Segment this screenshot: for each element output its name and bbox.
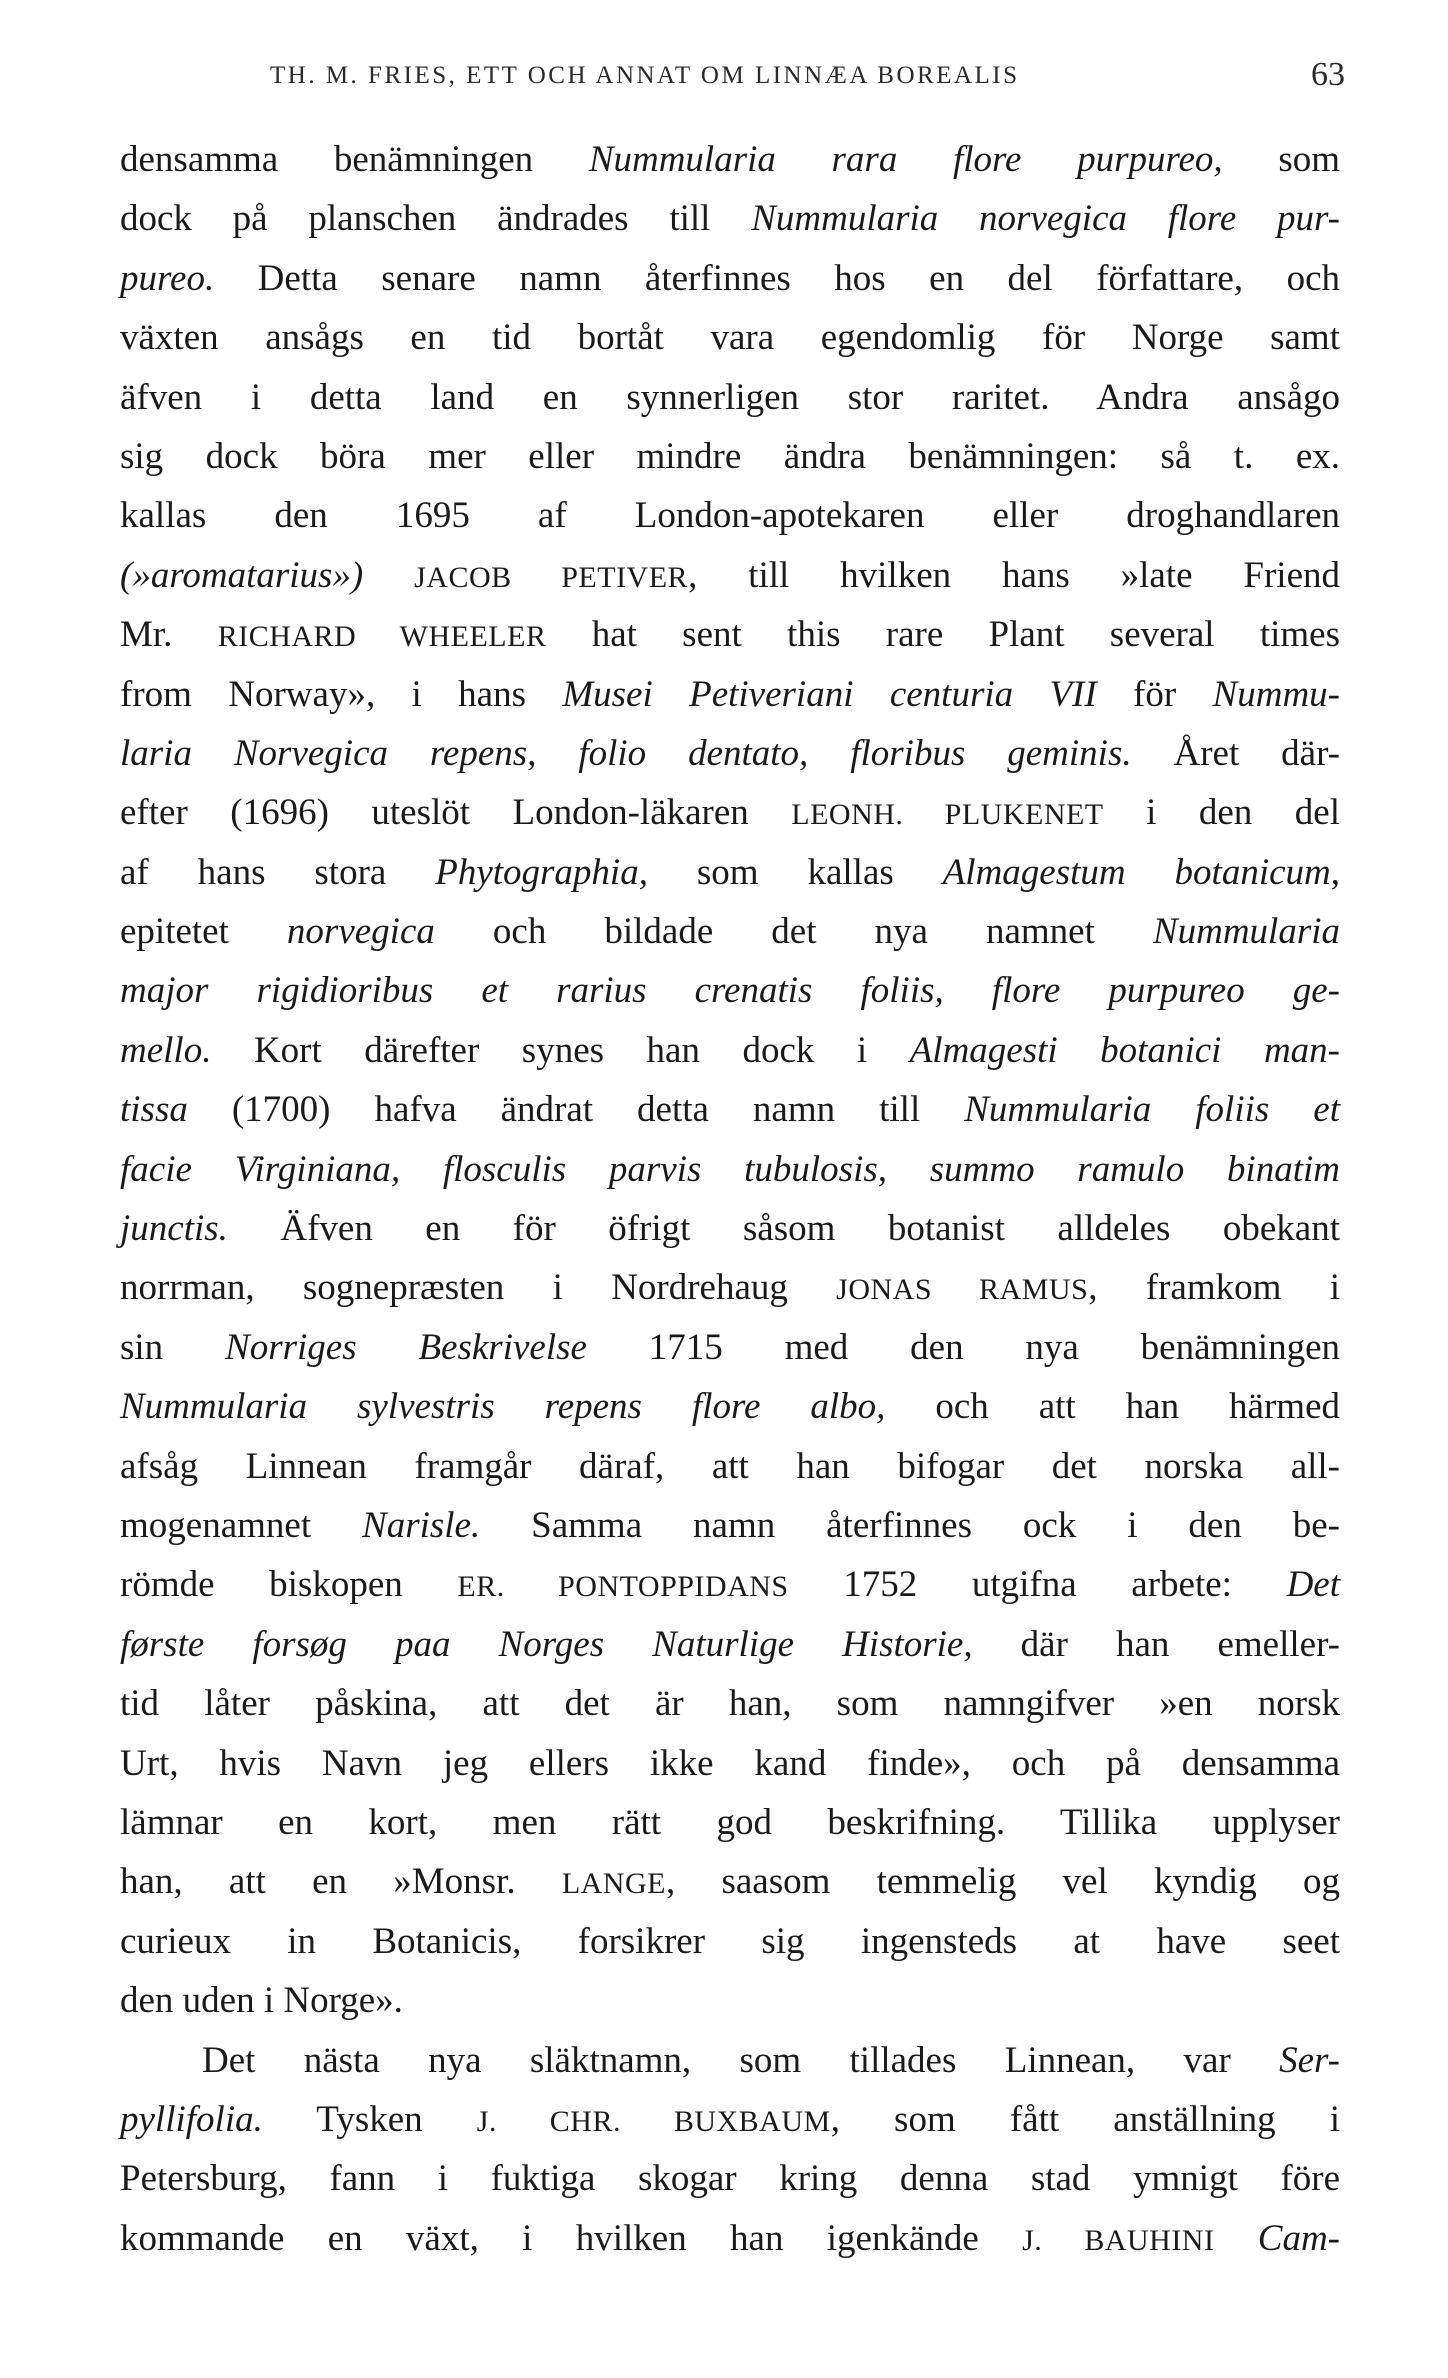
text-segment: för (1096, 673, 1213, 715)
text-segment: efter (1696) uteslöt London-läkaren (120, 792, 792, 834)
small-caps-name: RICHARD WHEELER (217, 620, 547, 654)
text-segment: , (1330, 851, 1340, 893)
text-segment: Mr. (120, 614, 218, 656)
text-line (120, 902, 1340, 961)
text-segment: i den del (1103, 792, 1340, 834)
text-line (120, 2149, 1340, 2208)
small-caps-name: ER. PONTOPPIDANS (457, 1570, 789, 1604)
text-line (120, 1140, 1340, 1199)
italic-text: Det (1286, 1564, 1341, 1606)
small-caps-name: JONAS RAMUS (836, 1273, 1089, 1307)
text-segment: som kallas (647, 851, 943, 893)
italic-text: pureo. (120, 257, 215, 299)
text-line (120, 1258, 1340, 1317)
text-segment: Kort därefter synes han dock i (211, 1029, 910, 1071)
text-segment: Petersburg, fann i fuktiga skogar kring denna stad ymnigt före (120, 2158, 1340, 2200)
text-segment: , framkom i (1088, 1267, 1340, 1309)
text-line (120, 1555, 1340, 1614)
italic-text: Ser- (1279, 2039, 1340, 2081)
text-segment (363, 555, 414, 596)
text-segment: mogenamnet (120, 1504, 363, 1546)
italic-text: Almagesti botanici man- (909, 1029, 1340, 1071)
text-line (120, 189, 1340, 248)
text-line (120, 2209, 1340, 2268)
text-segment: 1715 med den nya benämningen (586, 1326, 1341, 1368)
running-head (270, 56, 1345, 96)
italic-text: tissa (120, 1089, 188, 1131)
text-segment: af hans stora (120, 851, 436, 893)
text-segment: och att han härmed (885, 1386, 1340, 1428)
small-caps-name: LEONH. PLUKENET (791, 798, 1104, 832)
text-line (120, 249, 1340, 308)
text-segment: curieux in Botanicis, forsikrer sig ingensteds at have seet (120, 1920, 1340, 1962)
text-segment: (1700) hafva ändrat detta namn till (187, 1089, 965, 1131)
text-segment: , saasom temmelig vel kyndig og (665, 1861, 1340, 1903)
text-segment: afsåg Linnean framgår däraf, att han bifogar det norska all- (120, 1445, 1340, 1487)
text-segment: , som fått anställning i (830, 2098, 1340, 2140)
text-line (120, 961, 1340, 1020)
italic-text: Phytographia, (435, 851, 648, 893)
text-segment: lämnar en kort, men rätt god beskrifning. Tillika upplyser (120, 1801, 1340, 1843)
text-line (120, 605, 1340, 664)
text-line (120, 1793, 1340, 1852)
small-caps-name: JACOB PETIVER (414, 560, 689, 594)
text-segment: Urt, hvis Navn jeg ellers ikke kand finde», och på densamma (120, 1742, 1340, 1784)
text-segment: han, att en »Monsr. (120, 1861, 562, 1903)
italic-text: major rigidioribus et rarius crenatis foliis, flore purpureo ge- (120, 970, 1340, 1012)
text-segment: norrman, sognepræsten i Nordrehaug (120, 1267, 837, 1309)
text-line (120, 1912, 1340, 1971)
text-line (120, 1377, 1340, 1436)
italic-text: junctis. (120, 1208, 228, 1250)
small-caps-name: LANGE (561, 1867, 666, 1901)
text-line (120, 2031, 1340, 2090)
text-line (120, 368, 1340, 427)
italic-text: Nummularia (1152, 911, 1340, 953)
text-segment: växten ansågs en tid bortåt vara egendomlig för Norge samt (120, 317, 1340, 359)
text-segment (1214, 2218, 1257, 2259)
text-segment: och bildade det nya namnet (434, 911, 1153, 953)
text-line (120, 724, 1340, 783)
text-line (120, 1437, 1340, 1496)
running-head-title: TH. M. FRIES, ETT OCH ANNAT OM LINNÆA BOREALIS (270, 62, 1020, 89)
italic-text: Norriges Beskrivelse (225, 1326, 587, 1368)
italic-text: laria Norvegica repens, folio dentato, floribus geminis. (120, 732, 1132, 774)
text-segment: densamma benämningen (120, 139, 589, 180)
italic-text: Nummularia norvegica flore pur- (751, 198, 1340, 240)
text-segment: där han emeller- (972, 1623, 1340, 1665)
text-segment: Äfven en för öfrigt såsom botanist alldeles obekant (227, 1208, 1340, 1250)
text-segment: 1752 utgifna arbete: (788, 1564, 1287, 1606)
italic-text: mello. (120, 1029, 212, 1071)
text-segment: Samma namn återfinnes ock i den be- (480, 1504, 1340, 1546)
page-number: 63 (1311, 56, 1345, 93)
italic-text: Nummu- (1212, 673, 1340, 715)
text-segment: sin (120, 1326, 226, 1368)
italic-text: Nummularia sylvestris repens flore albo, (120, 1386, 886, 1428)
text-line (120, 1199, 1340, 1258)
text-segment: tid låter påskina, att det är han, som namngifver »en norsk (120, 1683, 1340, 1725)
text-line (120, 1674, 1340, 1733)
text-segment: den uden i Norge». (120, 1980, 403, 2022)
italic-text: Narisle. (362, 1504, 481, 1546)
italic-text: pyllifolia. (120, 2098, 263, 2140)
text-segment: from Norway», i hans (120, 673, 563, 715)
text-segment: epitetet (120, 911, 287, 953)
small-caps-name: J. CHR. BUXBAUM (476, 2104, 831, 2138)
text-segment: , till hvilken hans »late Friend (688, 554, 1340, 596)
small-caps-name: J. BAUHINI (1022, 2223, 1215, 2257)
text-line (120, 1852, 1340, 1911)
body-text (120, 130, 1340, 2268)
text-line (120, 1734, 1340, 1793)
text-line (120, 1080, 1340, 1139)
text-line (120, 1615, 1340, 1674)
text-line (120, 783, 1340, 842)
text-line (120, 843, 1340, 902)
text-line (120, 1021, 1340, 1080)
text-line (120, 2090, 1340, 2149)
text-line (120, 1971, 1340, 2030)
italic-text: (»aromatarius») (120, 554, 364, 596)
text-segment: kallas den 1695 af London-apotekaren eller droghandlaren (120, 495, 1340, 537)
italic-text: Almagestum botanicum (942, 851, 1331, 893)
italic-text: Cam- (1257, 2217, 1340, 2259)
italic-text: norvegica (286, 911, 435, 953)
italic-text: første forsøg paa Norges Naturlige Historie, (120, 1623, 973, 1665)
text-line (120, 665, 1340, 724)
text-segment: som (1222, 139, 1340, 180)
text-segment: Det nästa nya släktnamn, som tillades Linnean, var (202, 2039, 1280, 2081)
text-line (120, 308, 1340, 367)
text-segment: Tysken (262, 2098, 477, 2140)
italic-text: Nummularia rara flore purpureo, (588, 139, 1223, 180)
text-segment: hat sent this rare Plant several times (546, 614, 1340, 656)
text-segment: dock på planschen ändrades till (120, 198, 752, 240)
text-line (120, 1318, 1340, 1377)
text-line (120, 1496, 1340, 1555)
text-line (120, 427, 1340, 486)
italic-text: Nummularia foliis et (964, 1089, 1340, 1131)
italic-text: facie Virginiana, flosculis parvis tubulosis, summo ramulo binatim (120, 1148, 1340, 1190)
text-line (120, 546, 1340, 605)
text-segment: römde biskopen (120, 1564, 458, 1606)
italic-text: Musei Petiveriani centuria VII (562, 673, 1097, 715)
text-line (120, 130, 1340, 189)
text-segment: Året där- (1131, 732, 1340, 774)
text-segment: äfven i detta land en synnerligen stor raritet. Andra ansågo (120, 376, 1340, 418)
text-segment: kommande en växt, i hvilken han igenkände (120, 2217, 1023, 2259)
text-segment: Detta senare namn återfinnes hos en del författare, och (214, 257, 1340, 299)
text-segment: sig dock böra mer eller mindre ändra benämningen: så t. ex. (120, 435, 1340, 477)
text-line (120, 486, 1340, 545)
